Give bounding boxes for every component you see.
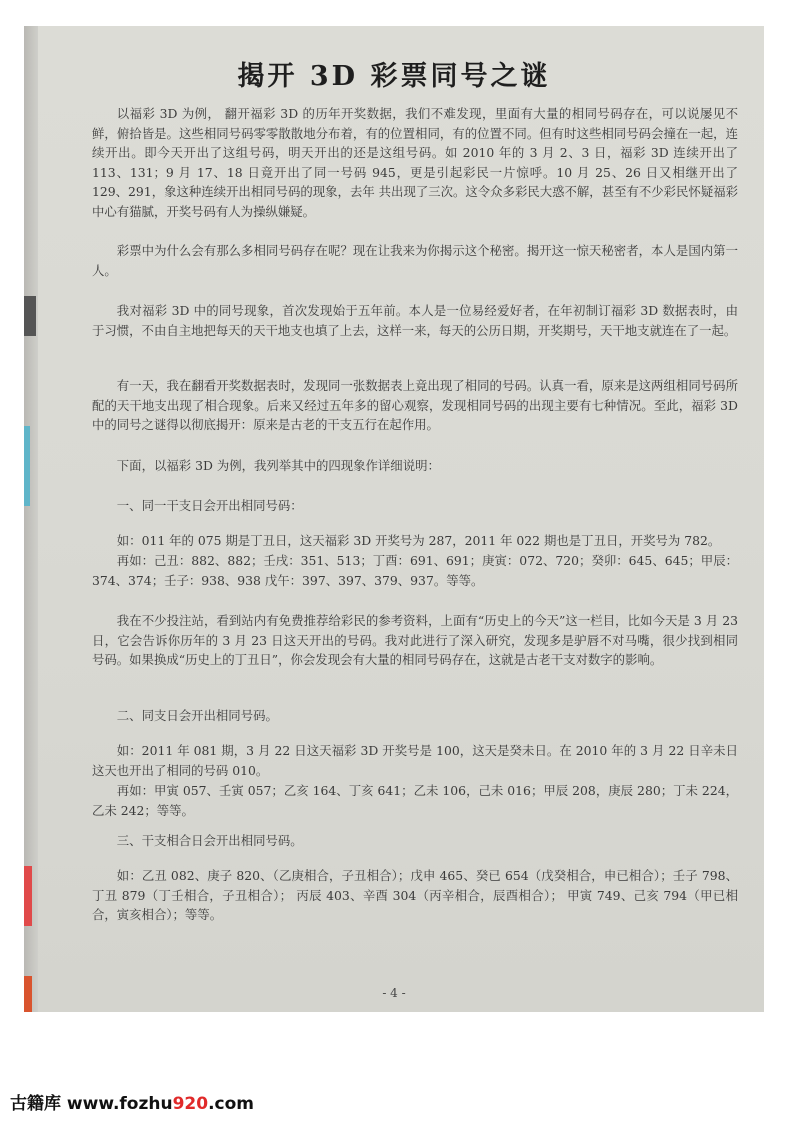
section-heading-1: 一、同一干支日会开出相同号码： [116, 498, 303, 513]
example-2: 再如：己丑：882、882；壬戌：351、513；丁酉：691、691；庚寅：072、720；癸卯：645、645；甲辰：374、374；壬子：938、938 戊午：397、397、379、937。等等。 [92, 553, 738, 588]
site-name: 古籍库 [10, 1094, 61, 1114]
section-heading-2: 二、同支日会开出相同号码。 [116, 708, 278, 723]
url-suffix: .com [208, 1094, 255, 1114]
paragraph-intro: 以福彩 3D 为例， 翻开福彩 3D 的历年开奖数据，我们不难发现，里面有大量的相同号码存在，可以说屡见不鲜，俯拾皆是。这些相同号码零零散散地分布着，有的位置相同，有的位置不同。但有时这些相同号码会撞在一起，连续开出。即今天开出了这组号码，明天开出的还是这组号码。如 2010 年的 3 月 2、3 日，福彩 3D 连续开出了 113、131；9 月 17、18 日竟开出了同一号码 945，更是引起彩民一片惊呼。10 月 25、26 日又相继开出了 129、291，象这种连续开出相同号码的现象，去年 共出现了三次。这令众多彩民大惑不解，甚至有不少彩民怀疑福彩中心有猫腻，开奖号码有人为操纵嫌疑。 [92, 106, 738, 219]
paragraph-discovery: 我对福彩 3D 中的同号现象，首次发现始于五年前。本人是一位易经爱好者，在年初制订福彩 3D 数据表时，由于习惯，不由自主地把每天的天干地支也填了上去，这样一来，每天的公历日期，开奖期号，天干地支就连在了一起。 [92, 303, 738, 338]
edge-mark [24, 866, 32, 926]
site-footer [10, 1089, 254, 1114]
edge-mark [24, 426, 30, 506]
page-edge-strip [24, 26, 38, 1012]
section-heading-3: 三、干支相合日会开出相同号码。 [116, 833, 303, 848]
paragraph-list-intro: 下面，以福彩 3D 为例，我列举其中的四现象作详细说明： [116, 458, 440, 473]
example-1: 如：011 年的 075 期是丁丑日，这天福彩 3D 开奖号为 287，2011 年 022 期也是丁丑日，开奖号为 782。 [116, 533, 721, 548]
paragraph-history: 我在不少投注站，看到站内有免费推荐给彩民的参考资料，上面有“历史上的今天”这一栏目，比如今天是 3 月 23 日，它会告诉你历年的 3 月 23 日这天开出的号码。我对此进行了深入研究，发现多是驴唇不对马嘴，很少找到相同号码。如果换成“历史上的丁丑日”，你会发现会有大量的相同号码存在，这就是古老干支对数字的影响。 [92, 613, 738, 667]
paragraph-question: 彩票中为什么会有那么多相同号码存在呢？现在让我来为你揭示这个秘密。揭开这一惊天秘密者，本人是国内第一人。 [92, 243, 738, 278]
paragraph-explanation: 有一天，我在翻看开奖数据表时，发现同一张数据表上竟出现了相同的号码。认真一看，原来是这两组相同号码所配的天干地支出现了相合现象。后来又经过五年多的留心观察，发现相同号码的出现主要有七种情况。至此，福彩 3D 中的同号之谜得以彻底揭开：原来是古老的干支五行在起作用。 [92, 378, 738, 432]
example-5: 如：乙丑 082、庚子 820、（乙庚相合，子丑相合）；戊申 465、癸已 654（戊癸相合，申已相合）；壬子 798、丁丑 879（丁壬相合，子丑相合）； 丙辰 403、辛酉 304（丙辛相合，辰酉相合）； 甲寅 749、己亥 794（甲已相合，寅亥相合）；等等。 [92, 868, 738, 922]
example-3: 如：2011 年 081 期，3 月 22 日这天福彩 3D 开奖号是 100，这天是癸未日。在 2010 年的 3 月 22 日辛未日这天也开出了相同的号码 010。 [92, 743, 738, 778]
url-prefix: www.fozhu [66, 1094, 173, 1114]
page-number: - 4 - [382, 986, 406, 1000]
site-url[interactable] [67, 1094, 254, 1114]
edge-mark [24, 296, 36, 336]
page-title: 揭开 3D 彩票同号之谜 [237, 61, 551, 92]
scanned-page [24, 26, 764, 1012]
example-4: 再如：甲寅 057、壬寅 057；乙亥 164、丁亥 641；乙未 106，己未 016；甲辰 208，庚辰 280；丁未 224，乙未 242；等等。 [92, 783, 738, 818]
url-accent: 920 [172, 1094, 209, 1114]
